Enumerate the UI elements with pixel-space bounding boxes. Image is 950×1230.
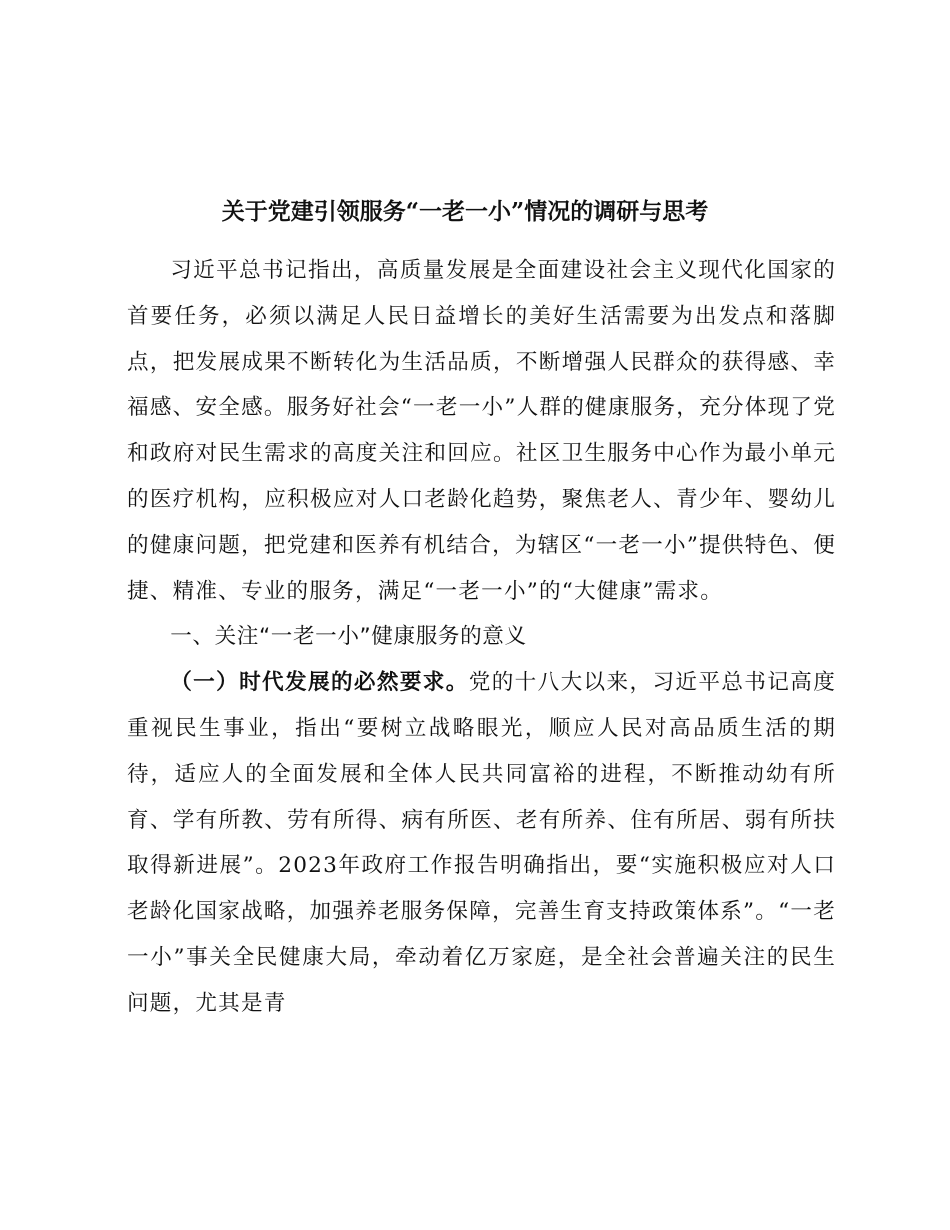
document-title: 关于党建引领服务“一老一小”情况的调研与思考 bbox=[221, 198, 709, 225]
section-1-heading: 一、关注“一老一小”健康服务的意义 bbox=[170, 624, 527, 650]
section-1-1-paragraph bbox=[127, 660, 836, 1026]
section-1-1-heading: （一）时代发展的必然要求。 bbox=[170, 670, 469, 696]
section-1-1-body: 党的十八大以来，习近平总书记高度重视民生事业，指出“要树立战略眼光，顺应人民对高品质生活的期待，适应人的全面发展和全体人民共同富裕的进程，不断推动幼有所育、学有所教、劳有所得、病有所医、老有所养、住有所居、弱有所扶取得新进展”。2023年政府工作报告明确指出，要“实施积极应对人口老龄化国家战略，加强养老服务保障，完善生育支持政策体系”。“一老一小”事关全民健康大局，牵动着亿万家庭，是全社会普遍关注的民生问题，尤其是青 bbox=[127, 670, 836, 1016]
document-body bbox=[127, 248, 836, 1027]
intro-paragraph: 习近平总书记指出，高质量发展是全面建设社会主义现代化国家的首要任务，必须以满足人民日益增长的美好生活需要为出发点和落脚点，把发展成果不断转化为生活品质，不断增强人民群众的获得感、幸福感、安全感。服务好社会“一老一小”人群的健康服务，充分体现了党和政府对民生需求的高度关注和回应。社区卫生服务中心作为最小单元的医疗机构，应积极应对人口老龄化趋势，聚焦老人、青少年、婴幼儿的健康问题，把党建和医养有机结合，为辖区“一老一小”提供特色、便捷、精准、专业的服务，满足“一老一小”的“大健康”需求。 bbox=[127, 258, 836, 604]
